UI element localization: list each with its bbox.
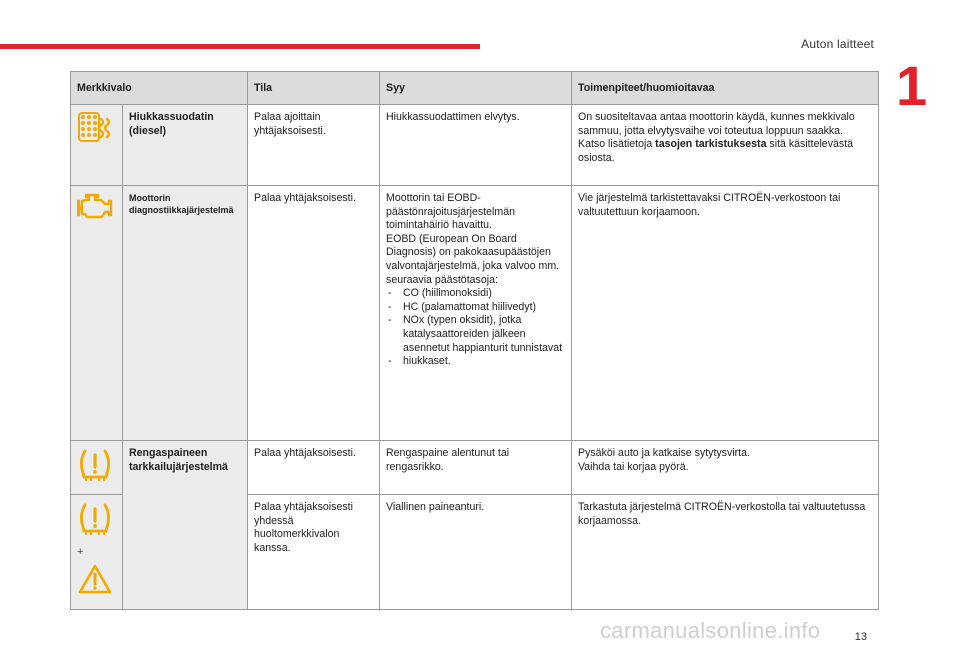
state-cell: Palaa yhtäjaksoisesti. — [248, 186, 380, 441]
state-cell: Palaa ajoittain yhtäjaksoisesti. — [248, 105, 380, 186]
icon-cell — [71, 105, 123, 186]
plus-sign: + — [77, 545, 84, 558]
icon-cell — [71, 441, 123, 495]
list-item: - CO (hiilimonoksidi) — [386, 287, 565, 301]
column-header-actions: Toimenpiteet/huomioitavaa — [572, 72, 879, 105]
column-header-state: Tila — [248, 72, 380, 105]
cause-cell: Hiukkassuodattimen elvytys. — [380, 105, 572, 186]
list-item: - HC (palamattomat hiilivedyt) — [386, 301, 565, 315]
action-cell: Pysäköi auto ja katkaise sytytysvirta. Vaihda tai korjaa pyörä. — [572, 441, 879, 495]
action-cell — [572, 105, 879, 186]
tyre-pressure-icon — [77, 528, 113, 540]
pollutant-list — [386, 287, 565, 369]
list-item: - hiukkaset. — [386, 355, 565, 369]
cause-cell: Rengaspaine alentunut tai rengasrikko. — [380, 441, 572, 495]
state-cell: Palaa yhtäjaksoisesti yhdessä huoltomerkkivalon kanssa. — [248, 495, 380, 610]
tyre-pressure-icon — [77, 474, 113, 486]
table-row — [71, 105, 879, 186]
column-header-cause: Syy — [380, 72, 572, 105]
cause-cell: Viallinen paineanturi. — [380, 495, 572, 610]
action-text-end: sitä käsittelevästä osiosta. — [578, 138, 854, 164]
page-number: 13 — [854, 631, 867, 643]
watermark: carmanualsonline.info — [600, 618, 821, 643]
column-header-warning-light: Merkkivalo — [71, 72, 248, 105]
action-text: On suositeltavaa antaa moottorin käydä, kunnes mekkivalo sammuu, jotta elvytysvaihe voi toteutua loppuun saakka. Katso lisätietoja — [578, 111, 855, 151]
cause-cell — [380, 186, 572, 441]
table-row — [71, 186, 879, 441]
section-title: Auton laitteet — [801, 37, 874, 51]
warning-light-name: Moottorin diagnostiikkajärjestelmä — [123, 186, 248, 441]
state-cell: Palaa yhtäjaksoisesti. — [248, 441, 380, 495]
action-bold-link-text: tasojen tarkistuksesta — [655, 138, 767, 151]
warning-light-name: Hiukkassuodatin (diesel) — [123, 105, 248, 186]
glow-plug-icon — [77, 136, 113, 148]
icon-cell — [71, 495, 123, 610]
icon-cell — [71, 186, 123, 441]
table-header-row — [71, 72, 879, 105]
warning-triangle-icon — [77, 586, 113, 598]
warning-light-name: Rengaspaineen tarkkailujärjestelmä — [123, 441, 248, 610]
action-cell: Tarkastuta järjestelmä CITROËN-verkostolla tai valtuutetussa korjaamossa. — [572, 495, 879, 610]
list-item: - NOx (typen oksidit), jotka katalysaattoreiden jälkeen asennetut happianturit tunnistavat — [386, 314, 565, 355]
cause-intro: Moottorin tai EOBD-päästönrajoitusjärjestelmän toimintahäiriö havaittu. EOBD (European On Board Diagnosis) on pakokaasupäästöjen valvontajärjestelmä, joka valvoo mm. seuraavia päästötasoja: — [386, 192, 560, 286]
engine-icon — [77, 213, 117, 225]
header-accent-bar — [0, 44, 480, 49]
chapter-number: 1 — [896, 54, 928, 117]
table-row — [71, 441, 879, 495]
warning-lights-table — [70, 71, 879, 610]
action-cell: Vie järjestelmä tarkistettavaksi CITROËN-verkostoon tai valtuutettuun korjaamoon. — [572, 186, 879, 441]
